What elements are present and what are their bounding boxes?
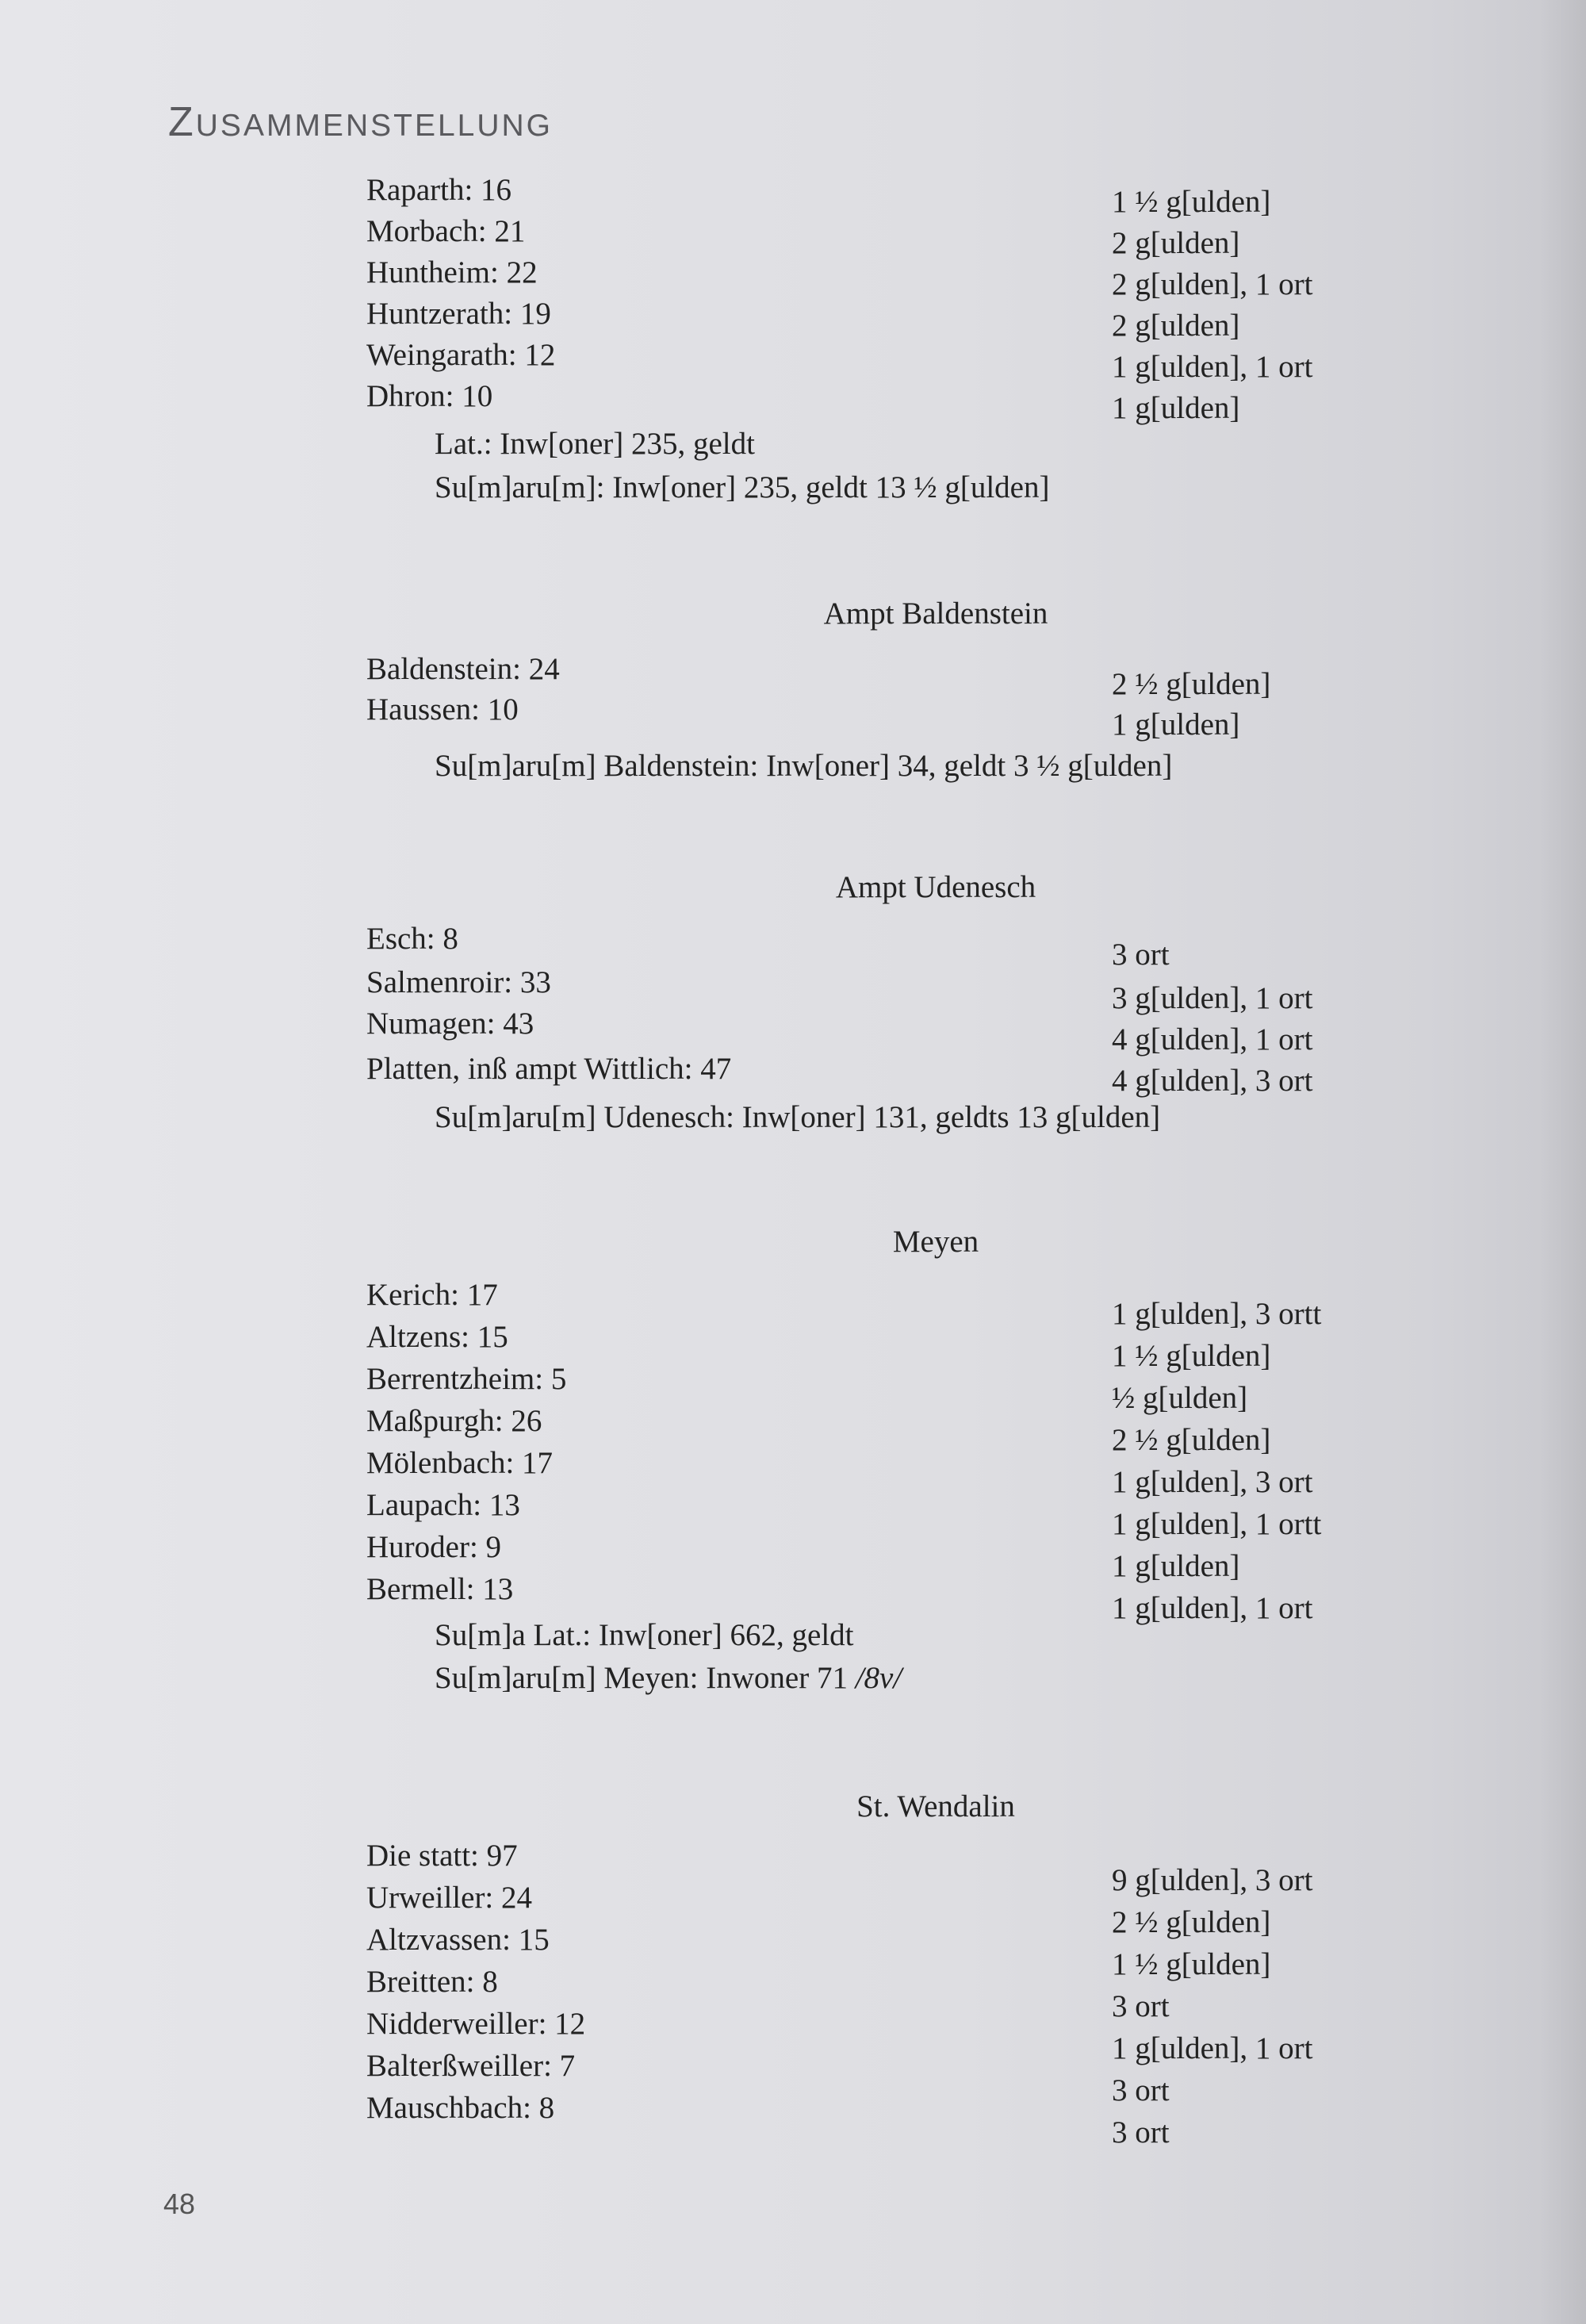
- list-item-label: Urweiller: 24: [366, 1881, 533, 1915]
- list-item-label: Esch: 8: [366, 922, 458, 956]
- list-item-value: 3 ort: [1112, 1989, 1170, 2023]
- list-item-value: 3 ort: [1112, 938, 1170, 972]
- list-item-label: Kerich: 17: [366, 1278, 498, 1312]
- list-item-label: Huntzerath: 19: [366, 297, 551, 331]
- running-header: [168, 98, 553, 146]
- list-item-value: 1 g[ulden], 3 ort: [1112, 1465, 1313, 1499]
- list-item-value: 2 g[ulden]: [1112, 309, 1240, 343]
- list-item-label: Maßpurgh: 26: [366, 1404, 542, 1438]
- list-item-label: Haussen: 10: [366, 692, 519, 727]
- list-item-label: Mauschbach: 8: [366, 2091, 555, 2125]
- list-item-value: 4 g[ulden], 3 ort: [1112, 1064, 1313, 1098]
- list-item-label: Platten, inß ampt Wittlich: 47: [366, 1052, 732, 1086]
- list-item-value: 3 ort: [1112, 2115, 1170, 2150]
- list-item-label: Mölenbach: 17: [366, 1446, 554, 1480]
- list-item-value: 2 g[ulden]: [1112, 226, 1240, 260]
- list-item-value: 2 g[ulden], 1 ort: [1112, 267, 1313, 301]
- list-item-value: 3 ort: [1112, 2073, 1170, 2107]
- list-item-label: Bermell: 13: [366, 1572, 514, 1606]
- list-item-label: Berrentzheim: 5: [366, 1362, 567, 1396]
- list-item-label: Huntheim: 22: [366, 255, 538, 290]
- summary-text: Su[m]aru[m] Meyen: Inwoner 71: [435, 1661, 848, 1695]
- folio-marker: /8v/: [855, 1661, 902, 1695]
- section-heading: St. Wendalin: [856, 1789, 1015, 1824]
- running-header-initial: Z: [168, 99, 196, 145]
- list-item-label: Weingarath: 12: [366, 338, 556, 372]
- list-item-value: 1 g[ulden]: [1112, 391, 1240, 425]
- list-item-label: Raparth: 16: [366, 173, 512, 207]
- list-item-value: 1 g[ulden], 3 ortt: [1112, 1297, 1322, 1331]
- list-item-value: 1 g[ulden], 1 ort: [1112, 350, 1313, 384]
- list-item-value: ½ g[ulden]: [1112, 1381, 1248, 1415]
- list-item-value: 2 ½ g[ulden]: [1112, 667, 1271, 701]
- list-item-value: 1 ½ g[ulden]: [1112, 185, 1271, 219]
- list-item-value: 4 g[ulden], 1 ort: [1112, 1022, 1313, 1057]
- list-item-value: 2 ½ g[ulden]: [1112, 1423, 1271, 1457]
- section-heading: Meyen: [892, 1225, 979, 1259]
- list-item-value: 1 g[ulden], 1 ortt: [1112, 1507, 1322, 1541]
- list-item-label: Baldenstein: 24: [366, 652, 560, 686]
- list-item-value: 3 g[ulden], 1 ort: [1112, 981, 1313, 1015]
- summary-line: [435, 1658, 902, 1699]
- list-item-label: Salmenroir: 33: [366, 965, 551, 999]
- list-item-label: Breitten: 8: [366, 1965, 498, 1999]
- list-item-label: Altzens: 15: [366, 1320, 508, 1354]
- list-item-value: 1 g[ulden], 1 ort: [1112, 2031, 1313, 2065]
- list-item-label: Altzvassen: 15: [366, 1923, 550, 1957]
- section-heading: Ampt Baldenstein: [823, 596, 1048, 631]
- list-item-value: 2 ½ g[ulden]: [1112, 1905, 1271, 1939]
- list-item-label: Die statt: 97: [366, 1839, 518, 1873]
- list-item-value: 1 ½ g[ulden]: [1112, 1339, 1271, 1373]
- list-item-label: Nidderweiller: 12: [366, 2007, 586, 2041]
- list-item-value: 1 g[ulden]: [1112, 1549, 1240, 1583]
- running-header-rest: USAMMENSTELLUNG: [195, 109, 553, 143]
- summary-line: Su[m]aru[m] Baldenstein: Inw[oner] 34, geldt 3 ½ g[ulden]: [435, 749, 1173, 783]
- list-item-value: 1 ½ g[ulden]: [1112, 1947, 1271, 1981]
- list-item-value: 1 g[ulden], 1 ort: [1112, 1591, 1313, 1625]
- section-heading: Ampt Udenesch: [835, 870, 1036, 904]
- summary-line: Su[m]aru[m] Udenesch: Inw[oner] 131, geldts 13 g[ulden]: [435, 1100, 1161, 1134]
- page-number: 48: [163, 2188, 196, 2220]
- list-item-label: Morbach: 21: [366, 214, 526, 248]
- list-item-label: Numagen: 43: [366, 1007, 534, 1041]
- list-item-value: 1 g[ulden]: [1112, 708, 1240, 742]
- list-item-label: Dhron: 10: [366, 379, 493, 413]
- list-item-label: Balterßweiller: 7: [366, 2049, 576, 2083]
- list-item-value: 9 g[ulden], 3 ort: [1112, 1863, 1313, 1897]
- summary-line: Su[m]a Lat.: Inw[oner] 662, geldt: [435, 1618, 854, 1652]
- list-item-label: Laupach: 13: [366, 1488, 520, 1522]
- list-item-label: Huroder: 9: [366, 1530, 502, 1564]
- summary-line: Lat.: Inw[oner] 235, geldt: [435, 427, 755, 461]
- summary-line: Su[m]aru[m]: Inw[oner] 235, geldt 13 ½ g[ulden]: [435, 470, 1050, 504]
